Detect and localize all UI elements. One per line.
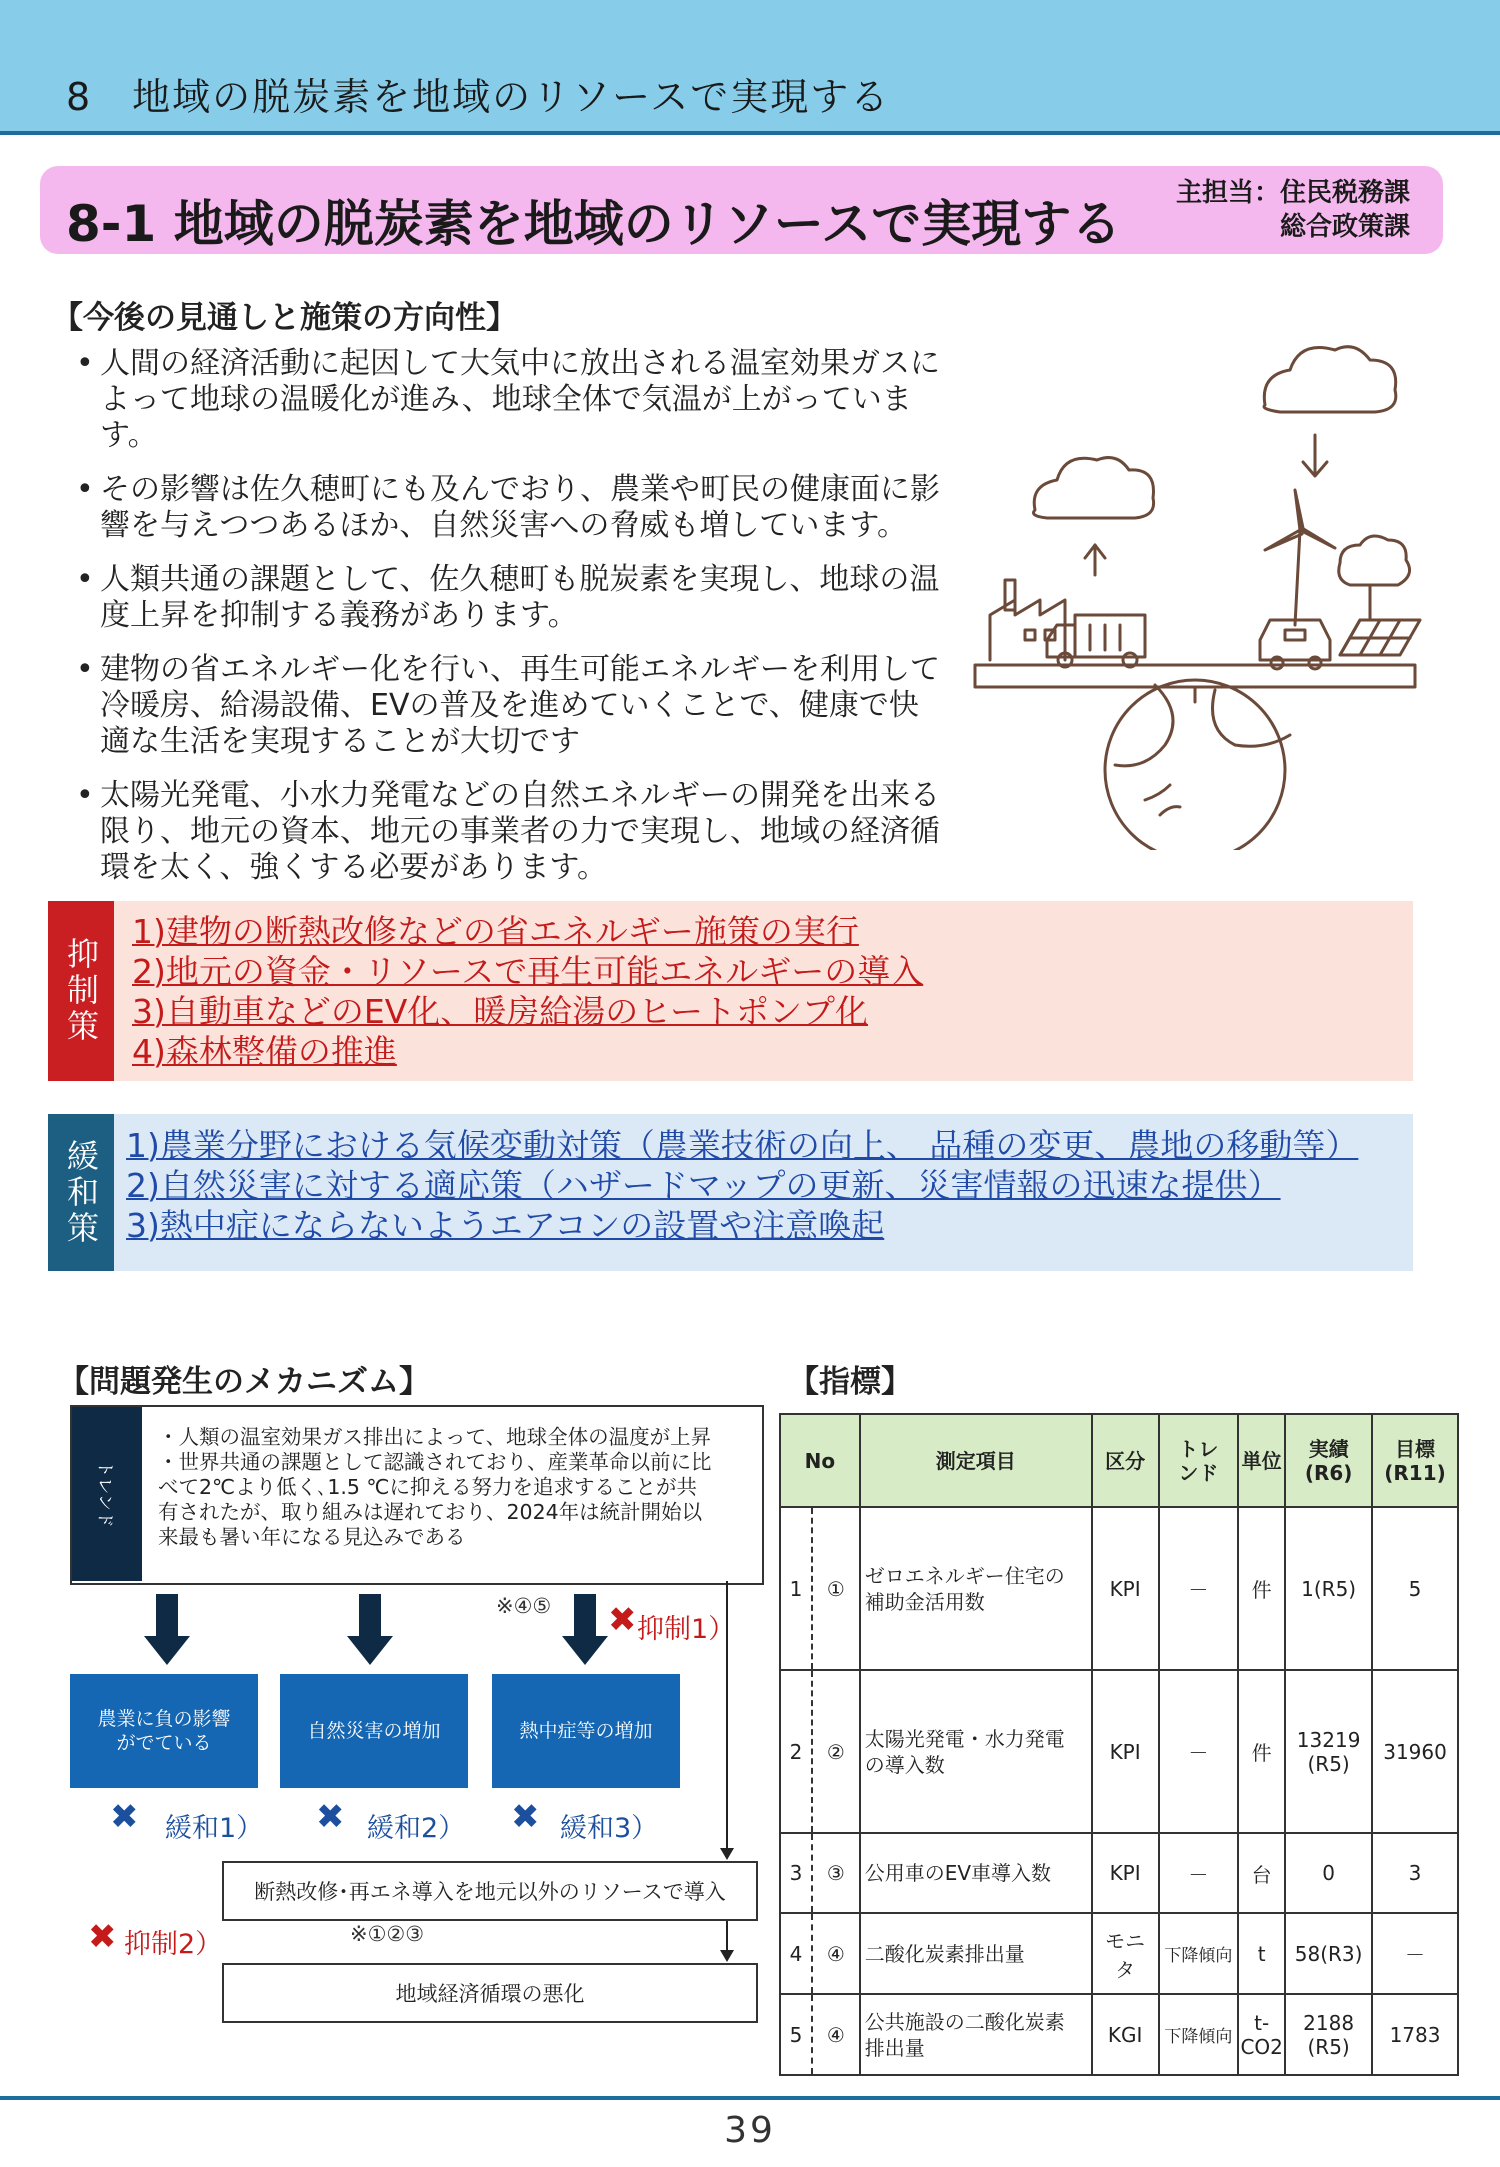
x-mark-icon: ✖	[110, 1797, 139, 1837]
table-row	[780, 1670, 1458, 1833]
impact-heatstroke: 熱中症等の増加	[492, 1674, 680, 1788]
solar-panel-icon	[1340, 620, 1420, 655]
row-unit: 件	[1238, 1507, 1285, 1670]
row-trend: 下降傾向	[1159, 1994, 1239, 2075]
row-actual: 1(R5)	[1285, 1507, 1372, 1670]
x-mark-icon: ✖	[316, 1797, 345, 1837]
down-arrow-icon	[562, 1594, 608, 1665]
outlook-bullet: • 人間の経済活動に起因して大気中に放出される温室効果ガスによって地球の温暖化が進み、地球全体で気温が上がっています。	[76, 346, 946, 454]
x-mark-icon: ✖	[88, 1917, 117, 1957]
row-no: 3	[780, 1833, 812, 1913]
indicators-table	[779, 1413, 1459, 2076]
windmill-icon	[1265, 490, 1335, 625]
row-actual: 58(R3)	[1285, 1913, 1372, 1994]
row-item: ゼロエネルギー住宅の 補助金活用数	[860, 1507, 1092, 1670]
down-arrow-icon	[347, 1594, 393, 1665]
row-item: 公用車のEV車導入数	[860, 1833, 1092, 1913]
decarbonization-illustration	[965, 330, 1425, 850]
row-circle: ④	[812, 1913, 860, 1994]
row-type: KPI	[1092, 1507, 1159, 1670]
row-actual: 2188 (R5)	[1285, 1994, 1372, 2075]
mitigation-link-1[interactable]: 1)農業分野における気候変動対策（農業技術の向上、 品種の変更、農地の移動等）	[126, 1126, 1359, 1165]
x-mark-icon: ✖	[511, 1797, 540, 1837]
mitig3-mark: 緩和3）	[560, 1813, 659, 1844]
suppression-link-2[interactable]: 2)地元の資金・リソースで再生可能エネルギーの導入	[132, 952, 924, 991]
mechanism-heading: 【問題発生のメカニズム】	[58, 1364, 430, 1400]
suppression-label: 抑制策	[48, 901, 114, 1081]
table-row	[780, 1913, 1458, 1994]
impact-agriculture: 農業に負の影響 がでている	[70, 1674, 258, 1788]
chapter-title: 8 地域の脱炭素を地域のリソースで実現する	[66, 75, 891, 119]
truck-icon	[1047, 615, 1145, 667]
trend-label-text: トレンド	[94, 1460, 115, 1528]
table-header-row	[780, 1414, 1458, 1507]
row-target: 1783	[1372, 1994, 1458, 2075]
row-unit: 件	[1238, 1670, 1285, 1833]
row-trend: －	[1159, 1833, 1239, 1913]
table-row	[780, 1507, 1458, 1670]
col-no: No	[780, 1414, 860, 1507]
row-type: KGI	[1092, 1994, 1159, 2075]
suppression-link-4[interactable]: 4)森林整備の推進	[132, 1032, 397, 1071]
row-no: 2	[780, 1670, 812, 1833]
dept-secondary: 総合政策課	[1279, 212, 1410, 242]
suppress2-mark: 抑制2）	[124, 1929, 223, 1960]
col-item: 測定項目	[860, 1414, 1092, 1507]
row-no: 4	[780, 1913, 812, 1994]
cloud-icon	[1034, 458, 1154, 518]
row-circle: ③	[812, 1833, 860, 1913]
mitigation-list	[126, 1126, 1358, 1246]
section-title: 8-1 地域の脱炭素を地域のリソースで実現する	[66, 195, 1122, 253]
row-no: 5	[780, 1994, 812, 2075]
suppression-list	[132, 912, 923, 1072]
row-circle: ①	[812, 1507, 860, 1670]
row-unit: t	[1238, 1913, 1285, 1994]
col-target: 目標 (R11)	[1372, 1414, 1458, 1507]
cloud-icon	[1264, 347, 1396, 412]
row-trend: －	[1159, 1507, 1239, 1670]
outlook-bullet: • 建物の省エネルギー化を行い、再生可能エネルギーを利用して冷暖房、給湯設備、EVの普及を進めていくことで、健康で快適な生活を実現することが大切です	[76, 652, 946, 760]
row-item: 太陽光発電・水力発電 の導入数	[860, 1670, 1092, 1833]
insulation-box: 断熱改修･再エネ導入を地元以外のリソースで導入	[222, 1861, 758, 1921]
trend-text	[158, 1425, 748, 1550]
trend-line: ・人類の温室効果ガス排出によって、地球全体の温度が上昇	[158, 1425, 712, 1449]
trend-line: 有されたが、取り組みは遅れており、2024年は統計開始以	[158, 1500, 703, 1524]
down-arrow-icon	[144, 1594, 190, 1665]
row-type: モニ タ	[1092, 1913, 1159, 1994]
row-unit: 台	[1238, 1833, 1285, 1913]
row-target: 3	[1372, 1833, 1458, 1913]
earth-icon	[1105, 680, 1290, 850]
row-item: 公共施設の二酸化炭素 排出量	[860, 1994, 1092, 2075]
row-circle: ②	[812, 1670, 860, 1833]
footer-rule	[0, 2096, 1500, 2100]
mitigation-link-2[interactable]: 2)自然災害に対する適応策（ハザードマップの更新、災害情報の迅速な提供）	[126, 1166, 1281, 1205]
department-block	[1150, 176, 1410, 244]
col-trend: トレ ンド	[1159, 1414, 1239, 1507]
suppress1-mark: 抑制1）	[637, 1614, 736, 1645]
row-trend: －	[1159, 1670, 1239, 1833]
mitig2-mark: 緩和2）	[367, 1813, 466, 1844]
col-unit: 単位	[1238, 1414, 1285, 1507]
suppression-link-1[interactable]: 1)建物の断熱改修などの省エネルギー施策の実行	[132, 912, 859, 951]
row-unit: t- CO2	[1238, 1994, 1285, 2075]
indicators-heading: 【指標】	[788, 1364, 912, 1400]
dept-primary: 主担当：住民税務課	[1175, 178, 1410, 208]
trend-line: べて2℃より低く､1.5 ℃に抑える努力を追求することが共	[158, 1475, 697, 1499]
trend-line: 来最も暑い年になる見込みである	[158, 1525, 466, 1549]
mitigation-link-3[interactable]: 3)熱中症にならないようエアコンの設置や注意喚起	[126, 1206, 885, 1245]
note-123: ※①②③	[350, 1922, 425, 1946]
row-actual: 13219 (R5)	[1285, 1670, 1372, 1833]
row-circle: ④	[812, 1994, 860, 2075]
row-type: KPI	[1092, 1670, 1159, 1833]
tree-icon	[1339, 536, 1410, 620]
outlook-list	[76, 346, 946, 904]
outlook-heading: 【今後の見通しと施策の方向性】	[52, 300, 517, 336]
base-board	[975, 665, 1415, 687]
outlook-bullet: • 人類共通の課題として、佐久穂町も脱炭素を実現し、地球の温度上昇を抑制する義務があります。	[76, 562, 946, 634]
impact-disaster: 自然災害の増加	[280, 1674, 468, 1788]
col-type: 区分	[1092, 1414, 1159, 1507]
row-actual: 0	[1285, 1833, 1372, 1913]
trend-line: ・世界共通の課題として認識されており、産業革命以前に比	[158, 1450, 712, 1474]
factory-icon	[990, 580, 1065, 660]
col-actual: 実績 (R6)	[1285, 1414, 1372, 1507]
row-target: 5	[1372, 1507, 1458, 1670]
ev-car-icon	[1260, 620, 1330, 669]
table-row	[780, 1833, 1458, 1913]
outlook-bullet: • 太陽光発電、小水力発電などの自然エネルギーの開発を出来る限り、地元の資本、地元の事業者の力で実現し、地域の経済循環を太く、強くする必要があります。	[76, 778, 946, 886]
row-target: 31960	[1372, 1670, 1458, 1833]
trend-label	[72, 1407, 142, 1581]
row-trend: 下降傾向	[1159, 1913, 1239, 1994]
note-45: ※④⑤	[496, 1594, 552, 1618]
page-number: 39	[724, 2110, 776, 2151]
row-item: 二酸化炭素排出量	[860, 1913, 1092, 1994]
mitigation-label: 緩和策	[48, 1114, 114, 1271]
suppression-link-3[interactable]: 3)自動車などのEV化、暖房給湯のヒートポンプ化	[132, 992, 868, 1031]
economy-box: 地域経済循環の悪化	[222, 1963, 758, 2023]
x-mark-icon: ✖	[608, 1600, 637, 1640]
row-no: 1	[780, 1507, 812, 1670]
table-row	[780, 1994, 1458, 2075]
outlook-bullet: • その影響は佐久穂町にも及んでおり、農業や町民の健康面に影響を与えつつあるほか、自然災害への脅威も増しています。	[76, 472, 946, 544]
mitig1-mark: 緩和1）	[165, 1813, 264, 1844]
row-target: －	[1372, 1913, 1458, 1994]
row-type: KPI	[1092, 1833, 1159, 1913]
